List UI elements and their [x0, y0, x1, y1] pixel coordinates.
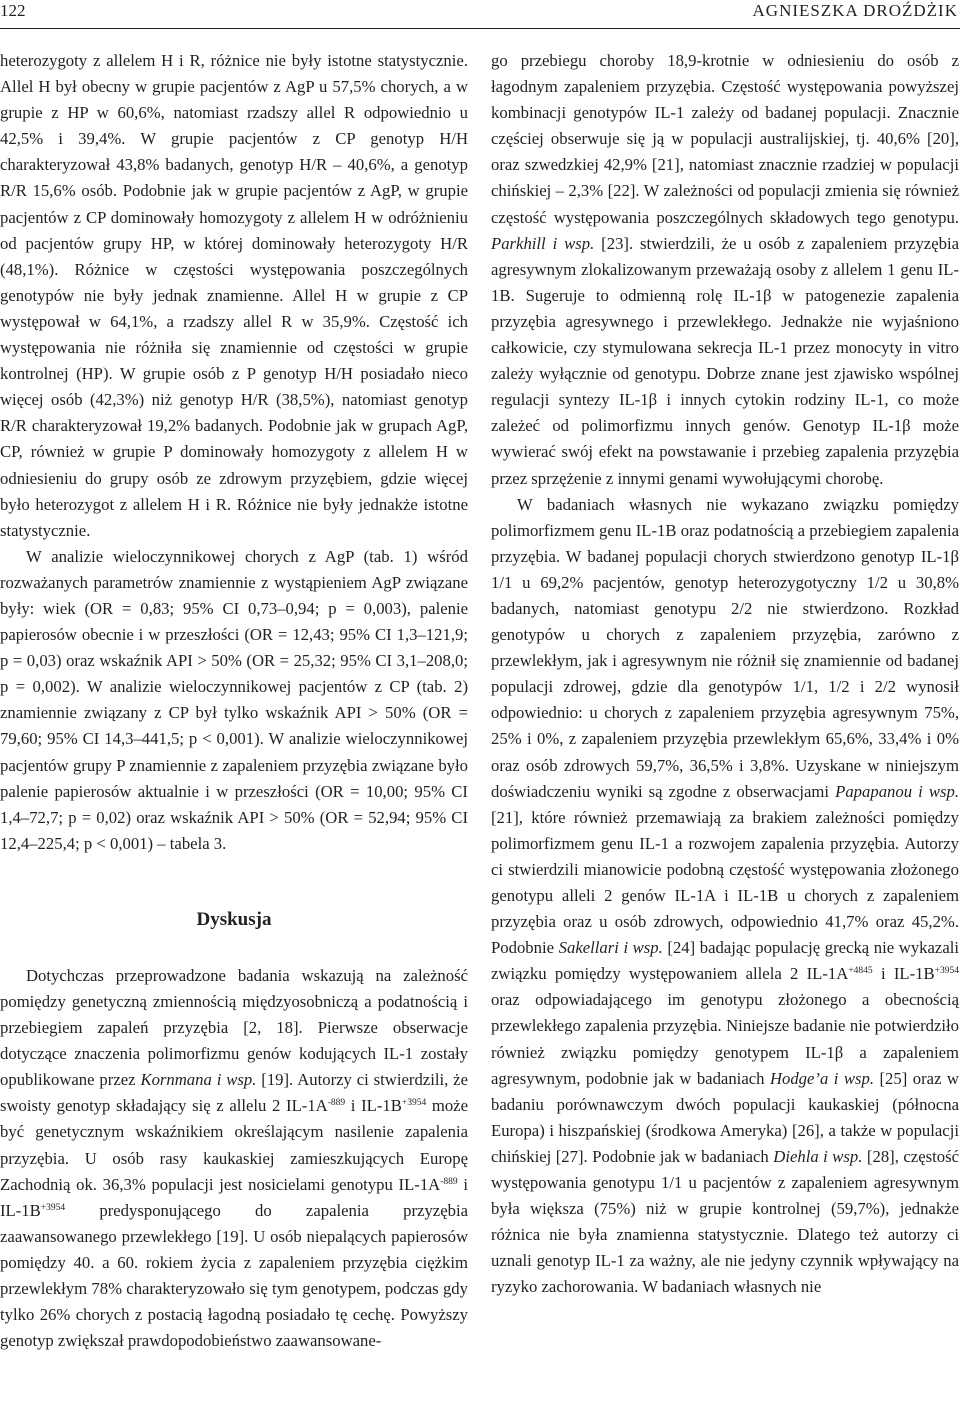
discussion-paragraph-2: W badaniach własnych nie wykazano związku pomiędzy polimorfizmem genu IL-1B oraz podatnością a przebiegiem zapalenia przyzębia. W badanej populacji chorych stwierdzono genotyp IL-1β 1/1 u 69,2% pacjentów, genotyp heterozygotyczny 1/2 u 30,8% badanych, natomiast genotypu 2/2 nie stwierdzono. Rozkład genotypów u chorych z zapaleniem przyzębia, zarówno z przewlekłym, jak i agresywnym nie różnił się znamiennie od badanej populacji zdrowej, gdzie dla genotypów 1/1, 1/2 i 2/2 wynosił odpowiednio: u chorych z zapaleniem przyzębia agresywnym 75%, 25% i 0%, z zapaleniem przyzębia przewlekłym 65,6%, 33,4% i 0% oraz osób zdrowych 59,7%, 36,5% i 3,8%. Uzyskane w niniejszym doświadczeniu wyniki są zgodne z obserwacjami Papapanou i wsp. [21], które również przemawiają za brakiem zależności pomiędzy polimorfizmem genu IL-1 a rozwojem zapalenia przyzębia. Autorzy ci stwierdzili mianowicie podobną częstość występowania złożonego genotypu alleli 2 genów IL-1A i IL-1B u chorych z zapaleniem przyzębia oraz u osób zdrowych, odpowiednio 41,7% oraz 45,2%. Podobnie Sakellari i wsp. [24] badając populację grecką nie wykazali związku pomiędzy występowaniem allela 2 $IL-1A^{+4845}$ i $IL-1B^{+3954}$ oraz odpowiadającego im genotypu złożonego a obecnością przewlekłego zapalenia przyzębia. Niniejsze badanie nie potwierdziło również związku pomiędzy genotypem IL-1β a zapaleniem agresywnym, podobnie jak w badaniach Hodge’a i wsp. [25] oraz w badaniu porównawczym dwóch populacji kaukaskiej (północna Europa) i hiszpańskiej (środkowa Ameryka) [26], a także w populacji chińskiej [27]. Podobnie jak w badaniach Diehla i wsp. [28], częstość występowania genotypu 1/1 u pacjentów z zapaleniem agresywnym była większa (75%) niż w grupie kontrolnej (59,7%), jednakże różnica nie była znamienna statystycznie. Dlatego też autorzy ci uznali genotyp IL-1 za ważny, ale nie jedyny czynnik wpływający na ryzyko zachorowania. W badaniach własnych nie — [491, 494, 959, 1297]
citation-author: Diehla i wsp. — [773, 1146, 863, 1166]
results-paragraph-multivariate: W analizie wieloczynnikowej chorych z AgP (tab. 1) wśród rozważanych parametrów znamiennie z wystąpieniem AgP związane były: wiek (OR = 0,83; 95% CI 0,73–0,94; p = 0,003), palenie papierosów obecnie i w przeszłości (OR = 12,43; 95% CI 1,3–121,9; p = 0,03) oraz wskaźnik API > 50% (OR = 25,32; 95% CI 3,1–208,0; p = 0,002). W analizie wieloczynnikowej pacjentów z CP (tab. 2) znamiennie związany z CP był tylko wskaźnik API > 50% (OR = 79,60; 95% CI 14,3–441,5; p < 0,001). W analizie wieloczynnikowej pacjentów grupy P znamiennie z zapaleniem przyzębia związane było palenie papierosów aktualnie i w przeszłości (OR = 10,00; 95% CI 1,4–72,7; p = 0,02) oraz wskaźnik API > 50% (OR = 52,94; 95% CI 12,4–225,4; p < 0,001) – tabela 3. — [0, 546, 468, 853]
running-header — [0, 0, 960, 30]
citation-author: Papapanou i wsp. — [835, 781, 959, 801]
superscript-allele-label: +3954 — [934, 966, 959, 977]
page-number: 122 — [0, 1, 26, 20]
superscript-allele-label: +4845 — [848, 966, 873, 977]
left-column — [0, 48, 468, 1354]
superscript-allele-label: -889 — [440, 1176, 458, 1187]
discussion-paragraph-1: Dotychczas przeprowadzone badania wskazują na zależność pomiędzy genetyczną zmiennością międzyosobniczą a podatnością i przebiegiem zapaleń przyzębia [2, 18]. Pierwsze obserwacje dotyczące znaczenia polimorfizmu genów kodujących IL-1 zostały opublikowane przez Kornmana i wsp. [19]. Autorzy ci stwierdzili, że swoisty genotyp składający się z allelu 2 $IL-1A^{-889}$ i $IL-1B^{+3954}$ może być genetycznym wskaźnikiem określającym nasilenie zapalenia przyzębia. U osób rasy kaukaskiej zamieszkujących Europę Zachodnią ok. 36,3% populacji jest nosicielami genotypu $IL-1A^{-889}$ i $IL-1B^{+3954}$ predysponującego do zapalenia przyzębia zaawansowanego przewlekłego [19]. U osób niepalących papierosów pomiędzy 40. a 60. rokiem życia z zapaleniem przyzębia ciężkim przewlekłym 78% charakteryzowało się tym genotypem, podczas gdy tylko 26% chorych z postacią łagodną posiadało tę cechę. Powyższy genotyp zwiększał prawdopodobieństwo zaawansowane- — [0, 965, 468, 1351]
discussion-paragraph-1-continued: go przebiegu choroby 18,9-krotnie w odniesieniu do osób z łagodnym zapaleniem przyzębia. Częstość występowania powyższej kombinacji genotypów IL-1 zależy od badanej populacji. Znacznie częściej obserwuje się ją w populacji australijskiej, tj. 40,6% [20], oraz szwedzkiej 42,9% [21], natomiast znacznie rzadziej w populacji chińskiej – 2,3% [22]. W zależności od populacji zmienia się również częstość występowania poszczególnych składowych tego genotypu. Parkhill i wsp. [23]. stwierdzili, że u osób z zapaleniem przyzębia agresywnym zlokalizowanym przeważają osoby z allelem 1 genu IL-1B. Sugeruje to odmienną rolę IL-1β w patogenezie zapalenia przyzębia agresywnego i przewlekłego. Jednakże nie wyjaśniono całkowicie, czy stymulowana sekrecja IL-1 przez monocyty in vitro zależy wyłącznie od genotypu. Dobrze znane jest zjawisko wspólnej regulacji syntezy IL-1β i innych cytokin rodziny IL-1, co może zależeć od polimorfizmu innych genów. Genotyp IL-1β może wywierać swój efekt na powstawanie i przebieg zapalenia przyzębia przez sprzężenie z innymi genami wywołującymi chorobę. — [491, 51, 959, 488]
section-heading-discussion: Dyskusja — [196, 908, 272, 930]
citation-author: Parkhill i wsp. — [491, 233, 595, 253]
right-column — [491, 48, 959, 1301]
superscript-allele-label: +3954 — [401, 1098, 427, 1109]
citation-author: Kornmana i wsp. — [140, 1070, 257, 1090]
superscript-allele-label: -889 — [327, 1098, 346, 1109]
running-header-author: AGNIESZKA DROŹDŻIK — [752, 1, 958, 20]
results-paragraph-genotypes: heterozygoty z allelem H i R, różnice nie były istotne statystycznie. Allel H był obecny w grupie pacjentów z AgP u 57,5% chorych, a w grupie z HP w 60,6%, natomiast rzadszy allel R odpowiednio u 42,5% i 39,4%. W grupie pacjentów z CP genotyp H/H charakteryzował 43,8% badanych, genotyp H/R – 40,6%, a genotyp R/R 15,6% osób. Podobnie jak w grupie pacjentów z AgP, w grupie pacjentów z CP dominowały homozygoty z allelem H w odróżnieniu od pacjentów grupy HP, w której dominowały heterozygoty H/R (48,1%). Różnice w częstości występowania poszczególnych genotypów nie były jednak znamienne. Allel H w grupie z CP występował w 64,1%, a rzadszy allel R w 35,9%. Częstość ich występowania nie różniła się znamiennie od częstości w grupie kontrolnej (HP). W grupie osób z P genotyp H/H posiadało nieco więcej osób (42,3%) niż genotyp H/R (38,5%), natomiast genotyp R/R charakteryzował 19,2% badanych. Podobnie jak w grupach AgP, CP, również w grupie P dominowały homozygoty z allelem H w odniesieniu do grupy osób ze zdrowym przyzębiem, gdzie więcej było heterozygot z allelem H i R. Różnice nie były jednakże istotne statystycznie. — [0, 51, 468, 540]
header-rule — [0, 28, 960, 29]
citation-author: Sakellari i wsp. — [558, 938, 663, 958]
superscript-allele-label: +3954 — [40, 1202, 66, 1213]
citation-author: Hodge’a i wsp. — [769, 1068, 875, 1088]
